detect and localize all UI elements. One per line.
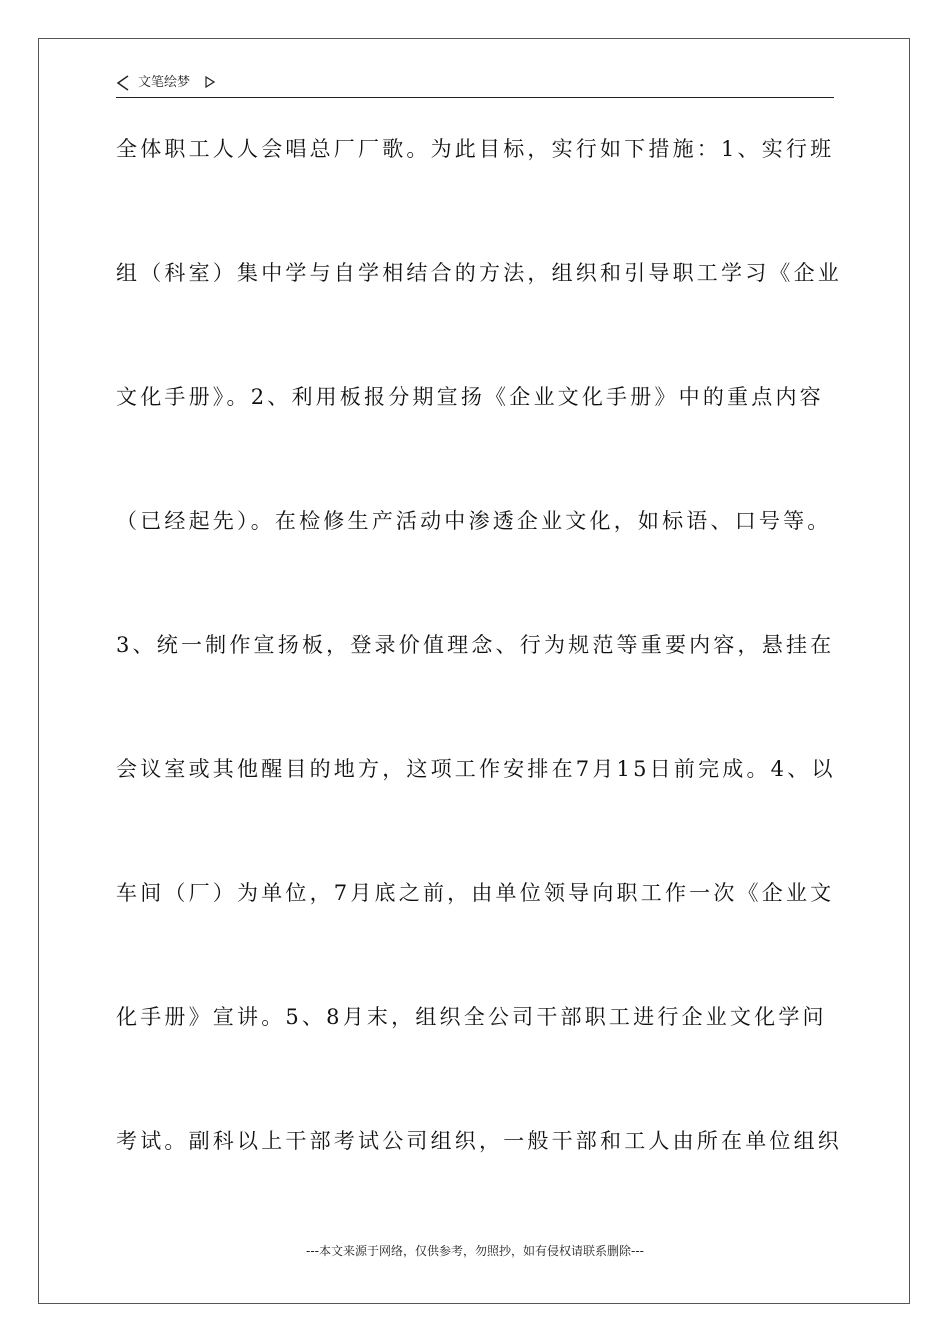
body-line-6: 会议室或其他醒目的地方，这项工作安排在7月15日前完成。4、以: [116, 757, 836, 781]
body-line-4: （已经起先）。在检修生产活动中渗透企业文化，如标语、口号等。: [116, 509, 832, 533]
header-title: 文笔绘梦: [138, 75, 191, 90]
body-line-7: 车间（厂）为单位，7月底之前，由单位领导向职工作一次《企业文: [116, 881, 835, 905]
body-line-9: 考试。副科以上干部考试公司组织，一般干部和工人由所在单位组织: [116, 1129, 842, 1153]
body-line-5: 3、统一制作宣扬板，登录价值理念、行为规范等重要内容，悬挂在: [116, 633, 835, 657]
left-triangle-icon: [116, 75, 130, 91]
body-line-2: 组（科室）集中学与自学相结合的方法，组织和引导职工学习《企业: [116, 261, 842, 285]
body-line-1: 全体职工人人会唱总厂厂歌。为此目标，实行如下措施：1、实行班: [116, 137, 835, 161]
page-footer: ---本文来源于网络，仅供参考，勿照抄，如有侵权请联系删除---: [306, 1244, 644, 1258]
body-line-3: 文化手册》。2、利用板报分期宣扬《企业文化手册》中的重点内容: [116, 385, 824, 409]
document-body: [116, 128, 846, 1244]
right-triangle-icon: [205, 76, 215, 88]
body-line-8: 化手册》宣讲。5、8月末，组织全公司干部职工进行企业文化学问: [116, 1005, 827, 1029]
page-header: [116, 72, 834, 98]
